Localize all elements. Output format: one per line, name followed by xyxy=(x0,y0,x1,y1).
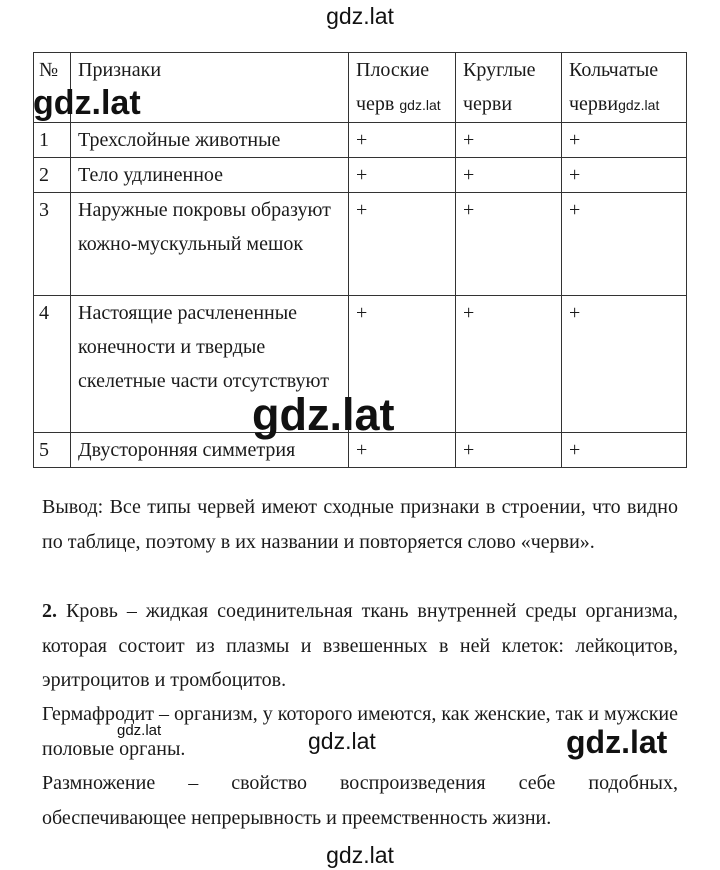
row-round: + xyxy=(456,433,562,468)
row-ringed: + xyxy=(562,433,687,468)
row-sign: Настоящие расчлененные конечности и твердые скелетные части отсутствуют xyxy=(71,296,349,433)
table-row xyxy=(34,193,687,296)
header-num: № xyxy=(34,53,71,123)
row-flat: + xyxy=(349,158,456,193)
watermark-bottom: gdz.lat xyxy=(326,842,394,868)
row-ringed: + xyxy=(562,296,687,433)
row-flat: + xyxy=(349,193,456,296)
header-ringed: Кольчатые червиgdz.lat xyxy=(562,53,687,123)
row-sign: Трехслойные животные xyxy=(71,123,349,158)
watermark-table-center: gdz.lat xyxy=(252,389,395,440)
row-num: 2 xyxy=(34,158,71,193)
row-round: + xyxy=(456,158,562,193)
table-row xyxy=(34,158,687,193)
row-num: 3 xyxy=(34,193,71,296)
hermaphrodite-paragraph: Гермафродит – организм, у которого имеются, как женские, так и мужские половые органы. xyxy=(42,703,678,760)
row-num: 1 xyxy=(34,123,71,158)
reproduction-paragraph: Размножение – свойство воспроизведения себе подобных, обеспечивающее непрерывность и преемственность жизни. xyxy=(42,772,678,829)
row-sign: Тело удлиненное xyxy=(71,158,349,193)
header-round: Круглые черви xyxy=(456,53,562,123)
row-sign: Двусторонняя симметрия xyxy=(71,433,349,468)
row-flat: + xyxy=(349,296,456,433)
watermark-top: gdz.lat xyxy=(326,3,394,29)
row-round: + xyxy=(456,193,562,296)
header-sign: Признаки xyxy=(71,53,349,123)
row-ringed: + xyxy=(562,193,687,296)
watermark-header-left: gdz.lat xyxy=(33,84,141,122)
table-row xyxy=(34,123,687,158)
watermark-header-small-1: gdz.lat xyxy=(399,97,441,113)
row-ringed: + xyxy=(562,123,687,158)
header-flat: Плоские черв gdz.lat xyxy=(349,53,456,123)
watermark-header-small-2: gdz.lat xyxy=(618,97,660,113)
row-flat: + xyxy=(349,123,456,158)
watermark-text-small: gdz.lat xyxy=(117,722,162,739)
conclusion-paragraph: Вывод: Все типы червей имеют сходные признаки в строении, что видно по таблице, поэтому в их названии и повторяется слово «черви». xyxy=(42,496,678,553)
row-round: + xyxy=(456,123,562,158)
row-sign: Наружные покровы образуют кожно-мускульный мешок xyxy=(71,193,349,296)
row-flat: + xyxy=(349,433,456,468)
watermark-text-mid: gdz.lat xyxy=(308,728,376,754)
watermark-text-right: gdz.lat xyxy=(566,724,668,760)
row-num: 4 xyxy=(34,296,71,433)
blood-paragraph: 2. Кровь – жидкая соединительная ткань внутренней среды организма, которая состоит из плазмы и взвешенных в ней клеток: лейкоцитов, эритроцитов и тромбоцитов. xyxy=(42,600,679,691)
row-num: 5 xyxy=(34,433,71,468)
row-ringed: + xyxy=(562,158,687,193)
row-round: + xyxy=(456,296,562,433)
